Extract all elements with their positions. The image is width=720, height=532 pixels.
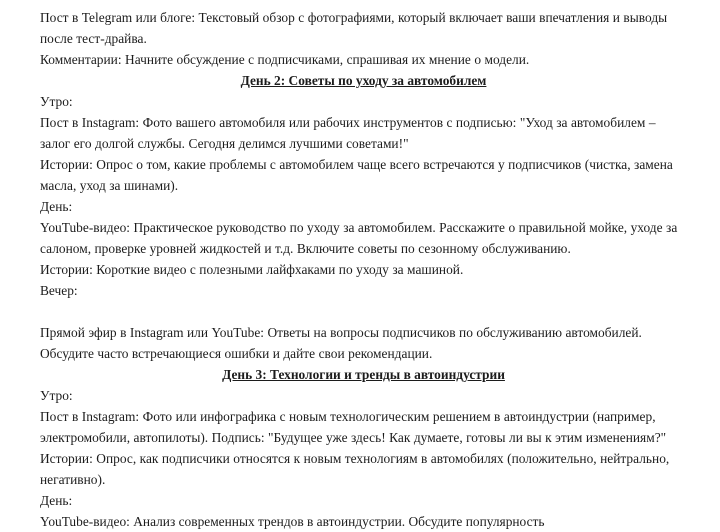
paragraph-live-stream-day-2: Прямой эфир в Instagram или YouTube: Ответы на вопросы подписчиков по обслуживанию автомобилей. Обсудите часто встречающиеся ошибки и дайте свои рекомендации. <box>40 325 642 361</box>
paragraph-stories-poll-day-2: Истории: Опрос о том, какие проблемы с автомобилем чаще всего встречаются у подписчиков (чистка, замена масла, уход за шинами). <box>40 157 673 193</box>
label-day-day-2: День: <box>40 199 73 214</box>
paragraph-youtube-video-day-3-clipped: YouTube-видео: Анализ современных трендов в автоиндустрии. Обсудите популярность <box>40 514 545 529</box>
document-body <box>40 7 687 532</box>
label-evening-day-2: Вечер: <box>40 283 78 298</box>
paragraph-instagram-post-day-2: Пост в Instagram: Фото вашего автомобиля или рабочих инструментов с подписью: "Уход за автомобилем – залог его долгой службы. Сегодня делимся лучшими советами!" <box>40 115 656 151</box>
heading-day-3: День 3: Технологии и тренды в автоиндустрии <box>222 367 505 382</box>
label-morning-day-2: Утро: <box>40 94 73 109</box>
heading-day-2: День 2: Советы по уходу за автомобилем <box>240 73 487 88</box>
paragraph-instagram-post-day-3: Пост в Instagram: Фото или инфографика с новым технологическим решением в автоиндустрии (например, электромобили, автопилоты). Подпись: "Будущее уже здесь! Как думаете, готовы ли вы к этим изменениям?" <box>40 409 667 445</box>
label-morning-day-3: Утро: <box>40 388 73 403</box>
paragraph-telegram-post: Пост в Telegram или блоге: Текстовый обзор с фотографиями, который включает ваши впечатления и выводы после тест-драйва. <box>40 10 668 46</box>
paragraph-comments: Комментарии: Начните обсуждение с подписчиками, спрашивая их мнение о модели. <box>40 52 530 67</box>
label-day-day-3: День: <box>40 493 73 508</box>
paragraph-stories-lifehacks-day-2: Истории: Короткие видео с полезными лайфхаками по уходу за машиной. <box>40 262 464 277</box>
paragraph-youtube-video-day-2: YouTube-видео: Практическое руководство по уходу за автомобилем. Расскажите о правильной мойке, уходе за салоном, проверке уровней жидкостей и т.д. Включите советы по сезонному обслуживанию. <box>40 220 678 256</box>
paragraph-stories-poll-day-3: Истории: Опрос, как подписчики относятся к новым технологиям в автомобилях (положительно, нейтрально, негативно). <box>40 451 670 487</box>
blank-line-spacer <box>40 301 687 322</box>
